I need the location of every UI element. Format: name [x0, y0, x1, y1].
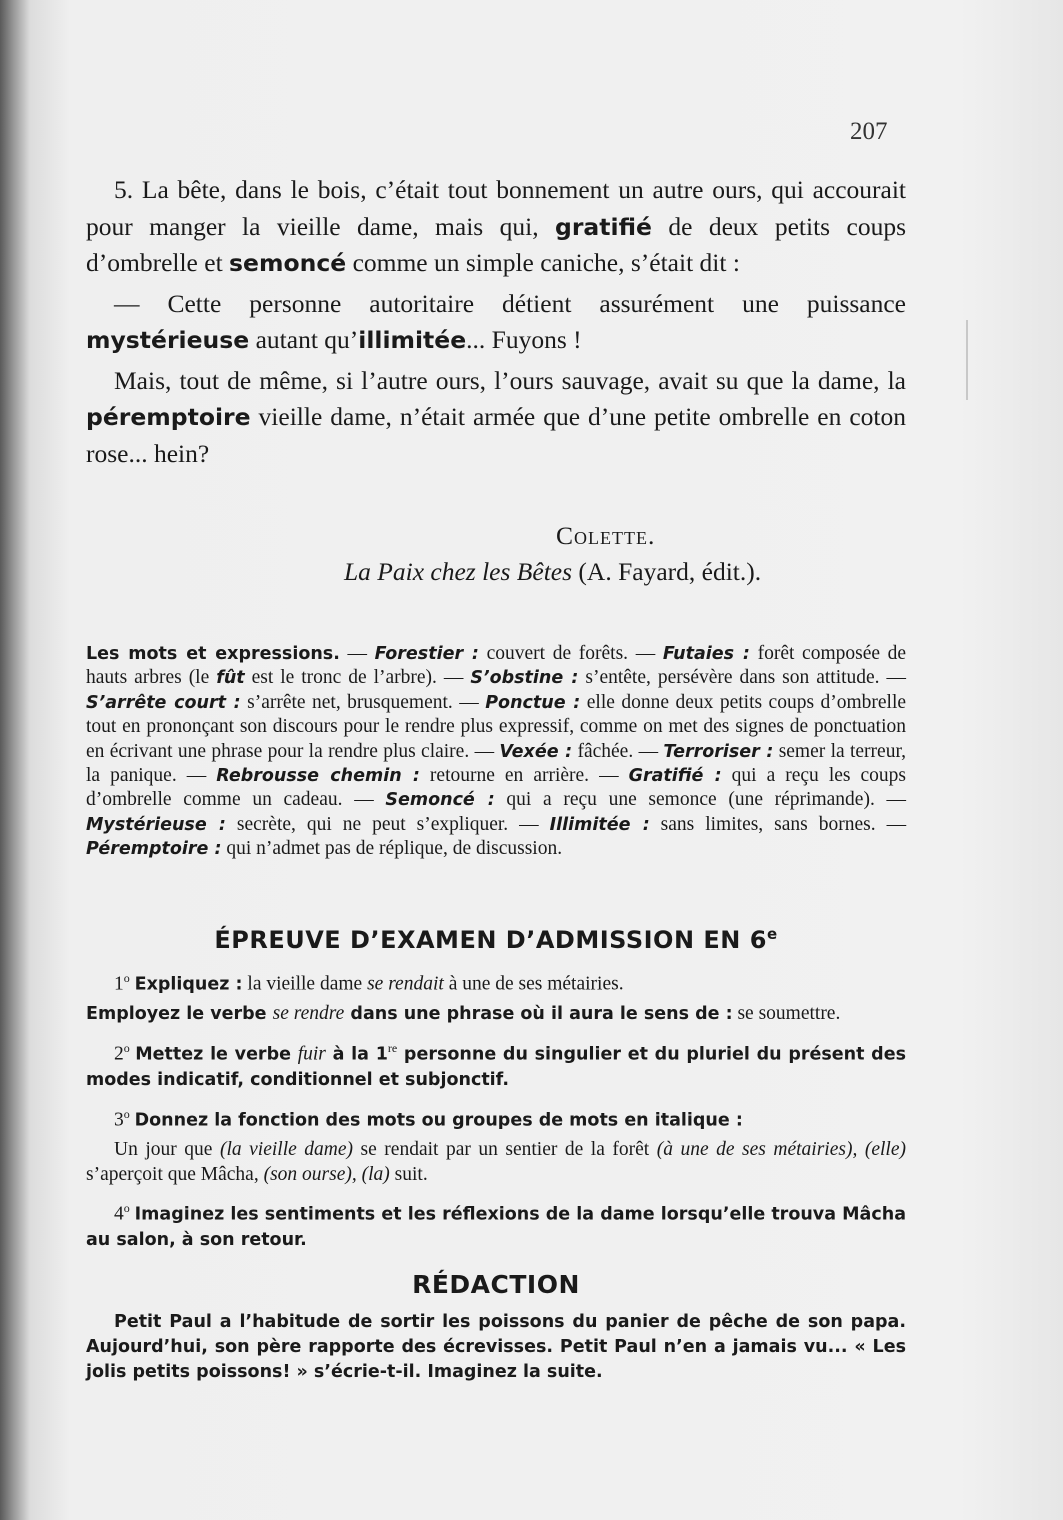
question-1-follow-up: Employez le verbe se rendre dans une phrase où il aura le sens de : se soumettre.	[86, 1002, 841, 1024]
question-4: 4$^o$ Imaginez les sentiments et les réflexions de la dame lorsqu’elle trouva Mâcha au salon, à son retour.	[86, 1200, 906, 1250]
question-2: 2$^o$ Mettez le verbe fuir à la 1re personne du singulier et du pluriel du présent des modes indicatif, conditionnel et subjonctif.	[86, 1040, 906, 1090]
paragraph-1: 5. La bête, dans le bois, c’était tout bonnement un autre ours, qui accourait pour manger la vieille dame, mais qui, gratifié de deux petits coups d’ombrelle et semoncé comme un simple caniche, s’était dit :	[86, 175, 906, 277]
narrative-text	[86, 172, 906, 476]
question-3-sentence: Un jour que (la vieille dame) se rendait par un sentier de la forêt (à une de ses métairies), (elle) s’aperçoit que Mâcha, (son ourse), (la) suit.	[86, 1138, 906, 1185]
attribution	[86, 518, 906, 590]
vocabulary-section: Les mots et expressions. — Forestier : couvert de forêts. — Futaies : forêt composée de hauts arbres (le fût est le tronc de l’arbre). — S’obstine : s’entête, persévère dans son attitude. — S’arrête court : s’arrête net, brusquement. — Ponctue : elle donne deux petits coups d’ombrelle tout en prononçant son discours pour le rendre plus expressif, comme on met des signes de ponctuation en écrivant une phrase pour la rendre plus claire. — Vexée : fâchée. — Terroriser : semer la terreur, la panique. — Rebrousse chemin : retourne en arrière. — Gratifié : qui a reçu les coups d’ombrelle comme un cadeau. — Semoncé : qui a reçu une semonce (une réprimande). — Mystérieuse : secrète, qui ne peut s’expliquer. — Illimitée : sans limites, sans bornes. — Péremptoire : qui n’admet pas de réplique, de discussion.	[86, 643, 907, 860]
exam-heading: ÉPREUVE D’EXAMEN D’ADMISSION EN 6e	[214, 925, 778, 954]
redaction-prompt: Petit Paul a l’habitude de sortir les poissons du panier de pêche de son papa. Aujourd’hui, son père rapporte des écrevisses. Petit Paul n’en a jamais vu... « Les jolis petits poissons! » s’écrie-t-il. Imaginez la suite.	[86, 1312, 906, 1382]
page-number: 207	[850, 118, 888, 145]
question-1: 1$^o$ Expliquez : la vieille dame se rendait à une de ses métairies.	[114, 971, 624, 995]
margin-mark	[966, 320, 968, 400]
question-3: 3$^o$ Donnez la fonction des mots ou groupes de mots en italique :	[114, 1107, 743, 1131]
source-reference: La Paix chez les Bêtes (A. Fayard, édit.).	[344, 557, 762, 586]
paragraph-2: — Cette personne autoritaire détient assurément une puissance mystérieuse autant qu’illimitée... Fuyons !	[86, 288, 906, 354]
author-name: Colette.	[556, 521, 656, 550]
vocabulary-heading: Les mots et expressions.	[86, 644, 340, 664]
exam-questions	[86, 966, 906, 1262]
redaction-heading: RÉDACTION	[412, 1270, 580, 1299]
paragraph-3: Mais, tout de même, si l’autre ours, l’ours sauvage, avait su que la dame, la péremptoire vieille dame, n’était armée que d’une petite ombrelle en coton rose... hein?	[86, 365, 906, 468]
